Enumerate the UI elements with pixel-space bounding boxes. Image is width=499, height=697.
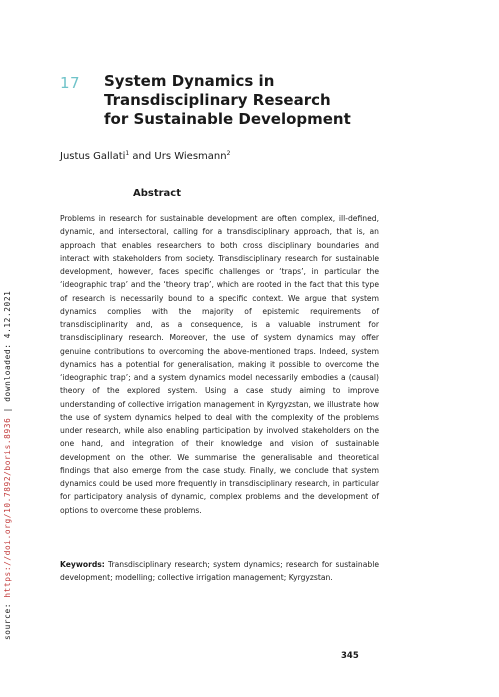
author-name: Urs Wiesmann — [154, 151, 227, 162]
abstract-heading: Abstract — [133, 188, 182, 199]
author-connector: and — [129, 151, 155, 162]
author-name: Justus Gallati — [60, 151, 126, 162]
stamp-source-label: source: — [3, 597, 12, 640]
chapter-title-line: for Sustainable Development — [104, 110, 351, 128]
keywords-text: Transdisciplinary research; system dynamics; research for sustainable development; modelling; collective irrigation management; Kyrgyzstan. — [60, 560, 379, 583]
page-number: 345 — [341, 651, 359, 661]
author-affiliation-mark: 1 — [125, 150, 130, 157]
stamp-downloaded-date: downloaded: 4.12.2021 — [3, 290, 12, 402]
keywords-label: Keywords: — [60, 560, 105, 569]
author-affiliation-mark: 2 — [226, 150, 231, 157]
side-download-stamp — [3, 291, 12, 640]
doi-link[interactable]: https://doi.org/10.7892/boris.8936 — [3, 417, 12, 598]
chapter-number: 17 — [60, 74, 81, 92]
chapter-title-line: System Dynamics in — [104, 72, 275, 90]
keywords-paragraph — [60, 558, 379, 585]
abstract-body: Problems in research for sustainable development are often complex, ill-defined, dynamic, and intersectoral, calling for a transdisciplinary approach, that is, an approach that enables researchers to both cross disciplinary boundaries and interact with stakeholders from society. Transdisciplinary research for sustainable development, however, faces specific challenges or ‘traps’, in particular the ‘ideographic trap’ and the ‘theory trap’, which are rooted in the fact that this type of research is necessarily bound to a specific context. We argue that system dynamics complies with the majority of epistemic requirements of transdisciplinarity and, as a consequence, is a valuable instrument for transdisciplinary research. Moreover, the use of system dynamics may offer genuine contributions to overcoming the above-mentioned traps. Indeed, system dynamics has a potential for generalisation, making it possible to overcome the ‘ideographic trap’; and a system dynamics model necessarily embodies a (causal) theory of the explored system. Using a case study aiming to improve understanding of collective irrigation management in Kyrgyzstan, we illustrate how the use of system dynamics helped to deal with the complexity of the problems under research, while also enabling participation by involved stakeholders on the one hand, and integration of their knowledge and vision of sustainable development on the other. We summarise the generalisable and theoretical findings that also emerge from the case study. Finally, we conclude that system dynamics could be used more frequently in transdisciplinary research, in particular for participatory analysis of dynamic, complex problems and the development of options to overcome these problems. — [60, 214, 379, 515]
chapter-title — [104, 72, 404, 129]
stamp-separator: | — [3, 401, 12, 418]
author-line — [60, 150, 230, 162]
chapter-title-line: Transdisciplinary Research — [104, 91, 331, 109]
